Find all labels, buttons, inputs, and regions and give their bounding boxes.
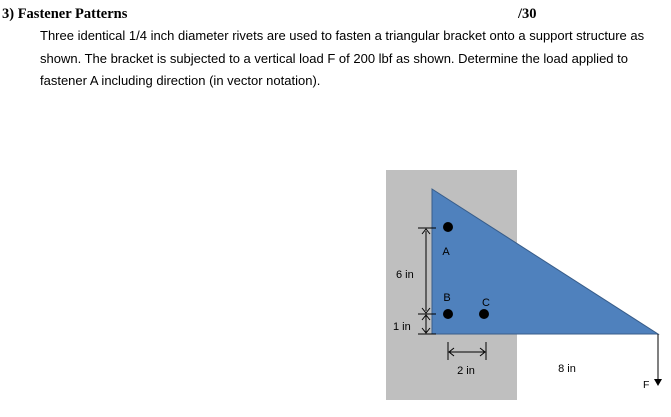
label-1in: 1 in — [393, 321, 411, 333]
rivet-a — [443, 222, 453, 232]
rivet-c — [479, 309, 489, 319]
force-arrowhead — [654, 379, 662, 386]
triangular-bracket — [432, 189, 658, 334]
question-prompt: Three identical 1/4 inch diameter rivets are used to fasten a triangular bracket onto a support structure as shown. The bracket is subjected to a vertical load F of 200 lbf as shown. Determine the load applied to fastener A including direction (in vector notation). — [40, 28, 645, 88]
label-6in: 6 in — [396, 269, 414, 281]
label-rivet-b: B — [443, 292, 451, 304]
label-rivet-a: A — [442, 246, 450, 258]
question-points: /30 — [518, 6, 537, 22]
label-2in: 2 in — [457, 365, 475, 377]
label-rivet-c: C — [482, 297, 490, 309]
label-force: F — [643, 379, 650, 391]
rivet-b — [443, 309, 453, 319]
question-title: 3) Fastener Patterns — [2, 6, 128, 22]
label-8in: 8 in — [558, 363, 576, 375]
